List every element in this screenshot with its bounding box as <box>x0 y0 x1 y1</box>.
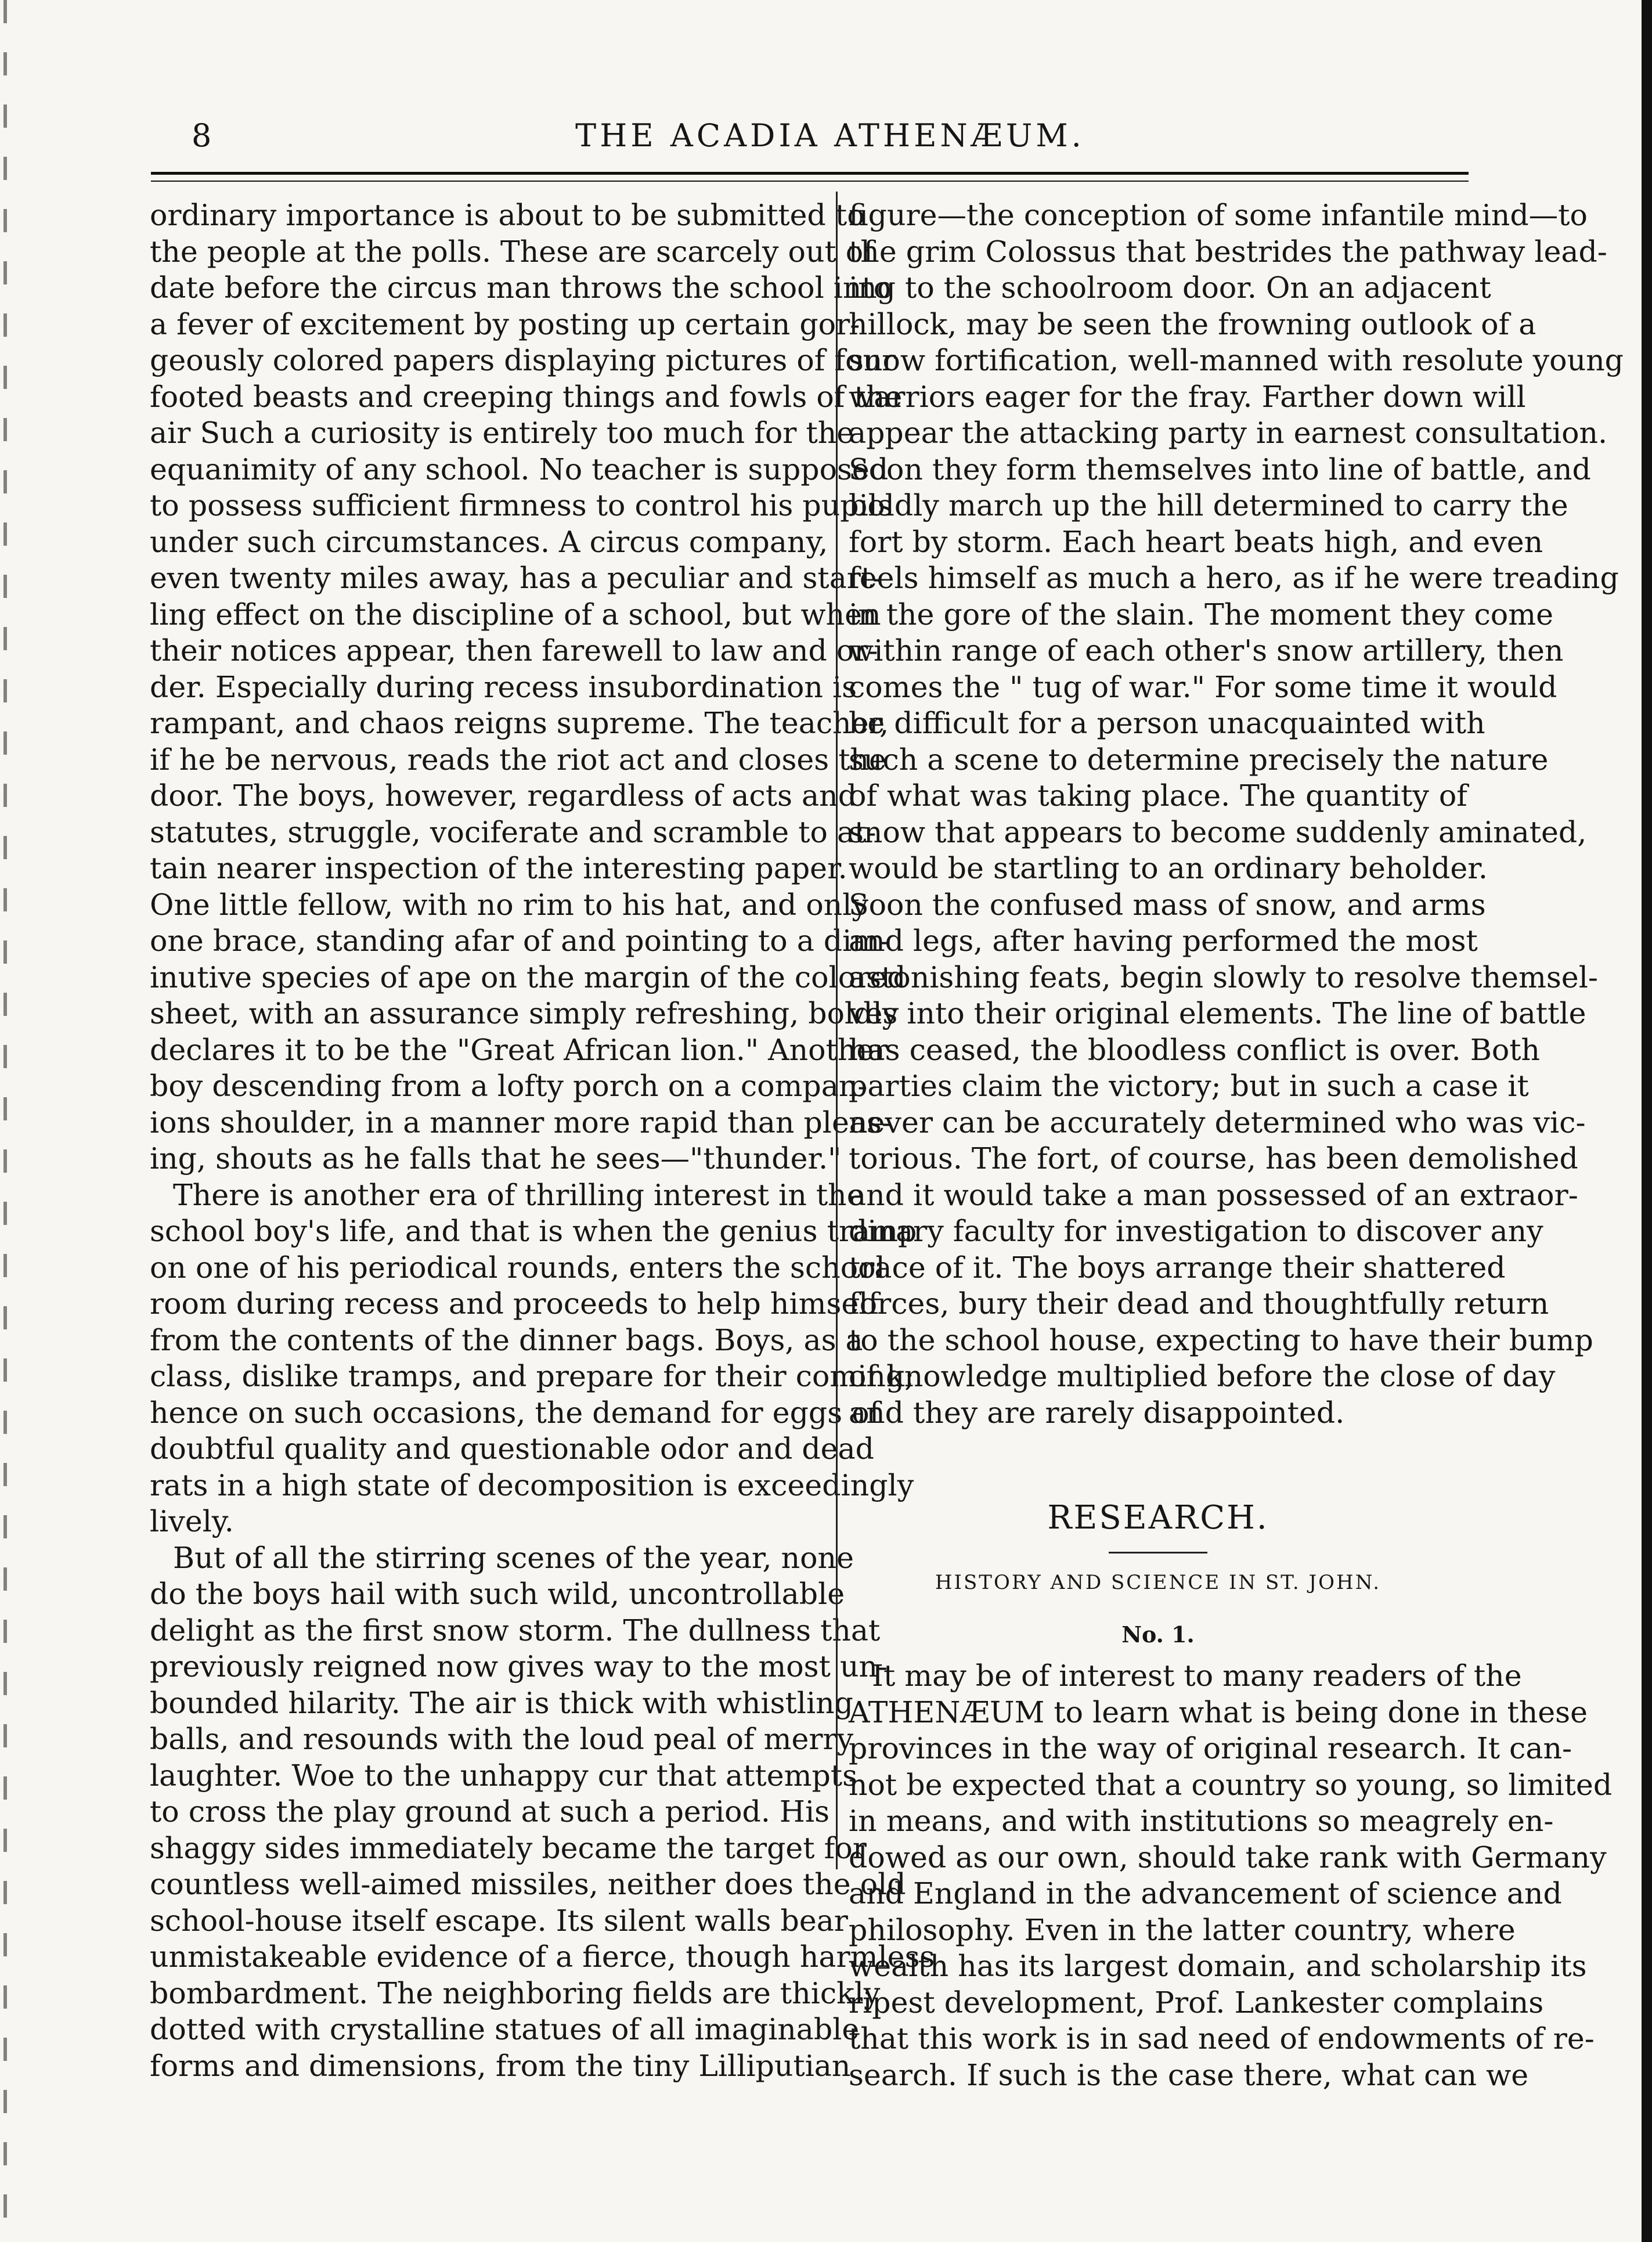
text-line: dinary faculty for investigation to discover any <box>849 1214 1543 1248</box>
text-line: not be expected that a country so young, so limited <box>849 1767 1613 1802</box>
research-subheading: HISTORY AND SCIENCE IN ST. JOHN. <box>935 1571 1382 1594</box>
text-line: of knowledge multiplied before the close of day <box>849 1359 1556 1393</box>
text-line: date before the circus man throws the school into <box>150 271 892 305</box>
text-line: hence on such occasions, the demand for eggs of <box>150 1395 881 1430</box>
text-line: dowed as our own, should take rank with Germany <box>849 1840 1607 1875</box>
text-line: philosophy. Even in the latter country, where <box>849 1912 1516 1947</box>
left-column <box>150 197 935 2084</box>
text-line: rats in a high state of decomposition is exceedingly <box>150 1468 914 1502</box>
text-line: parties claim the victory; but in such a case it <box>849 1069 1529 1103</box>
text-line: One little fellow, with no rim to his hat, and only <box>150 887 868 922</box>
text-line: unmistakeable evidence of a fierce, though harmless <box>150 1940 935 1974</box>
text-line: school boy's life, and that is when the genius tramp <box>150 1214 917 1248</box>
page-number: 8 <box>192 117 212 154</box>
header-rule <box>151 172 1469 182</box>
research-rule <box>1109 1552 1207 1553</box>
text-line: such a scene to determine precisely the nature <box>849 742 1549 777</box>
text-line: tain nearer inspection of the interesting paper. <box>150 851 847 885</box>
right-column-text <box>849 197 1624 1431</box>
text-line: ing to the schoolroom door. On an adjacent <box>849 271 1491 305</box>
text-line: to cross the play ground at such a period. His <box>150 1794 830 1829</box>
text-line: that this work is in sad need of endowments of re- <box>849 2021 1595 2056</box>
text-line: one brace, standing afar of and pointing to a dim- <box>150 924 890 958</box>
text-line: hillock, may be seen the frowning outlook of a <box>849 307 1536 341</box>
text-line: countless well-aimed missiles, neither does the old <box>150 1867 906 1901</box>
text-line: Soon the confused mass of snow, and arms <box>849 887 1486 922</box>
text-line: never can be accurately determined who was vic- <box>849 1105 1586 1140</box>
text-line: boy descending from a lofty porch on a compan- <box>150 1069 868 1103</box>
text-line: on one of his periodical rounds, enters the school <box>150 1250 885 1285</box>
text-line: equanimity of any school. No teacher is supposed <box>150 452 889 486</box>
text-line: warriors eager for the fray. Farther down will <box>849 379 1526 414</box>
text-line: within range of each other's snow artillery, then <box>849 633 1564 668</box>
right-column <box>849 197 1624 2093</box>
text-line: if he be nervous, reads the riot act and closes the <box>150 742 886 777</box>
text-line: boldly march up the hill determined to carry the <box>849 488 1568 522</box>
text-line: snow fortification, well-manned with resolute young <box>849 343 1624 377</box>
text-line: the people at the polls. These are scarcely out of <box>150 234 874 269</box>
text-line: bounded hilarity. The air is thick with whistling <box>150 1685 853 1720</box>
text-line: torious. The fort, of course, has been demolished <box>849 1141 1578 1176</box>
text-line: be difficult for a person unacquainted with <box>849 706 1485 740</box>
text-line: appear the attacking party in earnest consultation. <box>849 416 1608 450</box>
text-line: figure—the conception of some infantile mind—to <box>849 198 1588 232</box>
text-line: forces, bury their dead and thoughtfully return <box>849 1286 1549 1321</box>
text-line: astonishing feats, begin slowly to resolve themsel- <box>849 960 1598 994</box>
text-line: delight as the first snow storm. The dullness that <box>150 1613 881 1648</box>
text-line: footed beasts and creeping things and fowls of the <box>150 379 903 414</box>
text-line: rampant, and chaos reigns supreme. The teacher, <box>150 706 889 740</box>
text-line: ves into their original elements. The line of battle <box>849 996 1586 1030</box>
text-line: do the boys hail with such wild, uncontrollable <box>150 1577 845 1611</box>
text-line: comes the " tug of war." For some time it would <box>849 669 1557 704</box>
text-line: search. If such is the case there, what can we <box>849 2057 1529 2092</box>
text-line: But of all the stirring scenes of the year, none <box>173 1540 854 1575</box>
page-header <box>192 110 1469 163</box>
text-line: bombardment. The neighboring fields are thickly <box>150 1976 881 2010</box>
text-line: ripest development, Prof. Lankester complains <box>849 1985 1544 2020</box>
text-line: school-house itself escape. Its silent walls bear <box>150 1903 848 1938</box>
text-line: to the school house, expecting to have their bump <box>849 1322 1593 1357</box>
text-line: shaggy sides immediately became the target for <box>150 1830 867 1865</box>
text-line: dotted with crystalline statues of all imaginable <box>150 2012 860 2046</box>
text-line: of what was taking place. The quantity of <box>849 778 1467 813</box>
text-line: in means, and with institutions so meagrely en- <box>849 1804 1554 1838</box>
text-line: statutes, struggle, vociferate and scramble to at- <box>150 814 877 849</box>
text-line: doubtful quality and questionable odor and dead <box>150 1432 874 1466</box>
text-line: and they are rarely disappointed. <box>849 1395 1345 1430</box>
text-line: in the gore of the slain. The moment they come <box>849 597 1553 632</box>
text-line: wealth has its largest domain, and scholarship its <box>849 1949 1587 1983</box>
text-line: sheet, with an assurance simply refreshing, boldly <box>150 996 899 1030</box>
text-line: balls, and resounds with the loud peal of merry <box>150 1722 854 1756</box>
text-line: has ceased, the bloodless conflict is over. Both <box>849 1032 1541 1067</box>
text-line: laughter. Woe to the unhappy cur that attempts <box>150 1758 858 1793</box>
text-line: ATHENÆUM to learn what is being done in these <box>849 1695 1588 1729</box>
text-line: provinces in the way of original research. It can- <box>849 1731 1572 1765</box>
text-line: from the contents of the dinner bags. Boys, as a <box>150 1322 863 1357</box>
text-line: room during recess and proceeds to help himself <box>150 1286 879 1321</box>
text-line: and England in the advancement of science and <box>849 1876 1562 1911</box>
text-line: ing, shouts as he falls that he sees—"thunder." <box>150 1141 842 1176</box>
text-line: air Such a curiosity is entirely too much for the <box>150 416 854 450</box>
text-line: Soon they form themselves into line of battle, and <box>849 452 1591 486</box>
page-edge-right <box>1642 0 1652 2242</box>
text-line: under such circumstances. A circus company, <box>150 524 828 559</box>
text-line: It may be of interest to many readers of the <box>872 1659 1522 1693</box>
text-line: previously reigned now gives way to the most un- <box>150 1649 888 1684</box>
text-line: their notices appear, then farewell to law and or- <box>150 633 878 668</box>
text-line: ordinary importance is about to be submitted to <box>150 198 865 232</box>
text-line: fort by storm. Each heart beats high, and even <box>849 524 1543 559</box>
text-line: geously colored papers displaying pictures of four <box>150 343 896 377</box>
text-line: snow that appears to become suddenly aminated, <box>849 814 1587 849</box>
text-line: ling effect on the discipline of a school, but when <box>150 597 881 632</box>
text-line: forms and dimensions, from the tiny Lilliputian <box>150 2048 851 2083</box>
text-line: lively. <box>150 1504 234 1538</box>
running-title: THE ACADIA ATHENÆUM. <box>575 117 1085 154</box>
text-line: There is another era of thrilling interest in the <box>173 1177 864 1212</box>
text-line: door. The boys, however, regardless of acts and <box>150 778 857 813</box>
text-line: and it would take a man possessed of an extraor- <box>849 1177 1578 1212</box>
text-line: would be startling to an ordinary beholder. <box>849 851 1488 885</box>
text-line: class, dislike tramps, and prepare for their coming; <box>150 1359 915 1393</box>
text-line: ions shoulder, in a manner more rapid than pleas- <box>150 1105 892 1140</box>
text-line: even twenty miles away, has a peculiar and start- <box>150 561 883 595</box>
research-body <box>849 1658 1613 2093</box>
text-line: feels himself as much a hero, as if he were treading <box>849 561 1619 595</box>
research-number: No. 1. <box>1121 1621 1195 1648</box>
text-line: der. Especially during recess insubordination is <box>150 669 857 704</box>
text-line: inutive species of ape on the margin of the colored <box>150 960 906 994</box>
page-edge-left <box>3 0 7 2242</box>
text-line: and legs, after having performed the most <box>849 924 1478 958</box>
text-line: a fever of excitement by posting up certain gor- <box>150 307 860 341</box>
text-line: declares it to be the "Great African lion." Another <box>150 1032 888 1067</box>
research-heading: RESEARCH. <box>1047 1499 1269 1537</box>
text-line: trace of it. The boys arrange their shattered <box>849 1250 1506 1285</box>
text-line: to possess sufficient firmness to control his pupils <box>150 488 893 522</box>
column-divider <box>836 192 838 1869</box>
text-line: the grim Colossus that bestrides the pathway lead- <box>849 234 1607 269</box>
